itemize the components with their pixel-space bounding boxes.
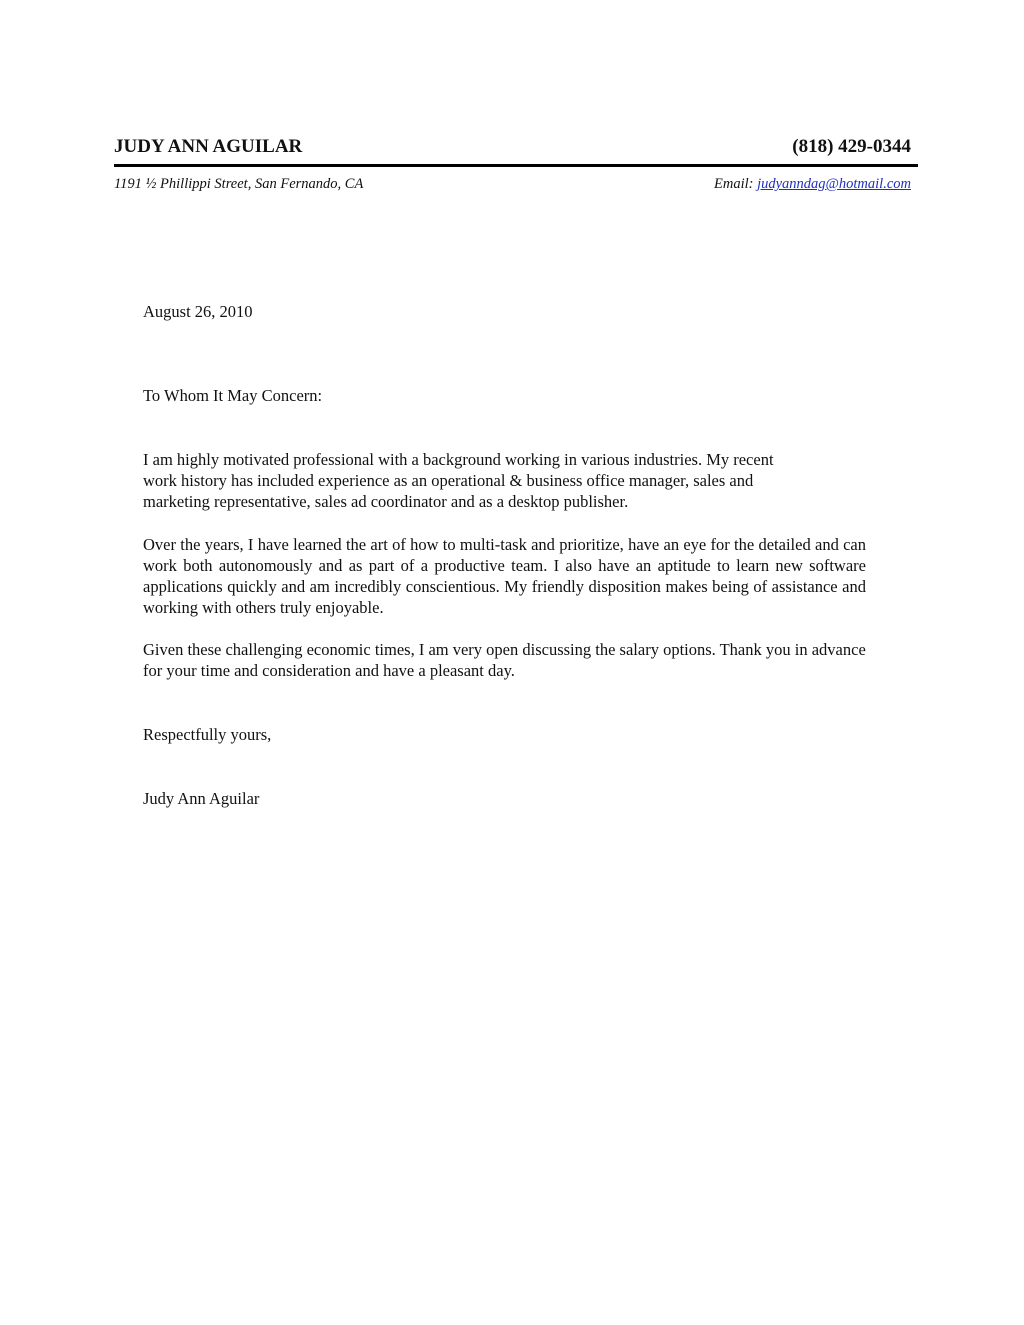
paragraph-1-line: I am highly motivated professional with a background working in various industries. My recent [143, 450, 774, 469]
letterhead-top-row [114, 134, 918, 160]
letter-paragraph-1 [143, 449, 866, 512]
email-link[interactable]: judyanndag@hotmail.com [757, 176, 911, 192]
email-label: Email: [714, 176, 758, 192]
letter-salutation: To Whom It May Concern: [143, 386, 323, 405]
paragraph-1-line: marketing representative, sales ad coordinator and as a desktop publisher. [143, 492, 629, 511]
sender-phone: (818) 429-0344 [792, 136, 911, 157]
letter-date: August 26, 2010 [143, 302, 253, 321]
letter-signature: Judy Ann Aguilar [143, 789, 260, 808]
letterhead [114, 134, 918, 194]
letter-paragraph-2: Over the years, I have learned the art of how to multi-task and prioritize, have an eye for the detailed and can work both autonomously and as part of a productive team. I also have an aptitude to learn new software applications quickly and am incredibly conscientious. My friendly disposition makes being of assistance and working with others truly enjoyable. [143, 535, 866, 617]
sender-address: 1191 ½ Phillippi Street, San Fernando, CA [114, 176, 364, 192]
letter-closing: Respectfully yours, [143, 725, 272, 744]
sender-email-block [714, 174, 911, 194]
sender-name: JUDY ANN AGUILAR [114, 136, 303, 157]
letterhead-divider [114, 164, 918, 167]
letter-paragraph-3: Given these challenging economic times, I am very open discussing the salary options. Thank you in advance for your time and consideration and have a pleasant day. [143, 640, 866, 680]
paragraph-1-line: work history has included experience as an operational & business office manager, sales and [143, 471, 754, 490]
letterhead-bottom-row [114, 174, 918, 194]
